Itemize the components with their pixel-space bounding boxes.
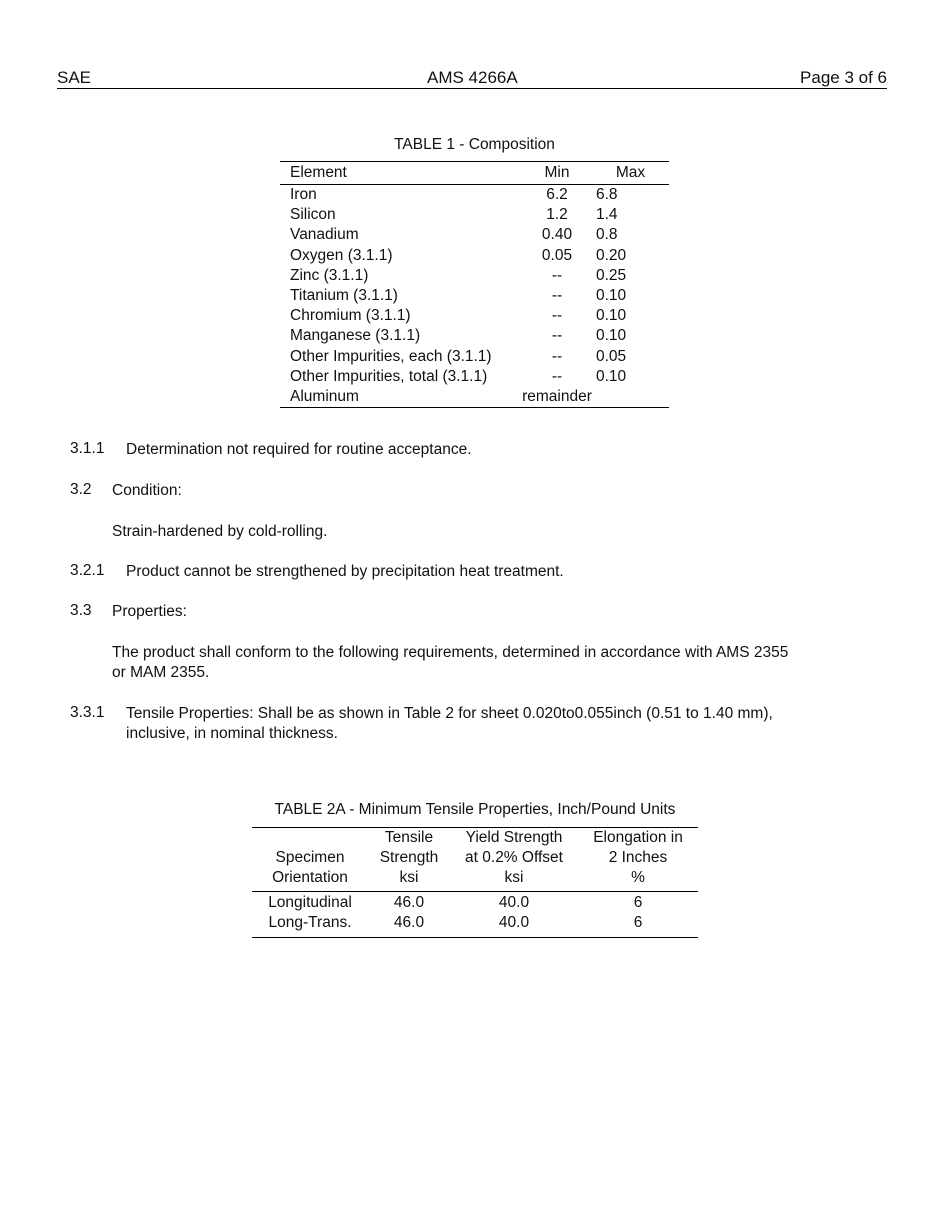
- section-3-3-body-line2: or MAM 2355.: [112, 664, 210, 681]
- cell-max: 0.05: [596, 347, 627, 365]
- cell-elongation: 6: [633, 894, 643, 911]
- cell-element: Zinc (3.1.1): [290, 266, 369, 284]
- cell-element: Chromium (3.1.1): [290, 307, 411, 325]
- header-line: 2 Inches: [608, 849, 668, 866]
- cell-max: 6.8: [596, 186, 618, 203]
- cell-elongation: 6: [633, 914, 643, 931]
- table2-title: TABLE 2A - Minimum Tensile Properties, Inch/Pound Units: [274, 801, 676, 818]
- section-number-3-2-1: 3.2.1: [70, 562, 105, 579]
- header-line: Yield Strength: [465, 829, 563, 846]
- header-page-number: Page 3 of 6: [800, 68, 887, 87]
- section-3-2-body: Strain-hardened by cold-rolling.: [112, 523, 328, 540]
- column-header-yield-strength: [450, 828, 578, 892]
- column-header-elongation: [578, 828, 698, 892]
- cell-min: --: [551, 367, 563, 385]
- cell-max: 0.20: [596, 246, 627, 264]
- cell-min: --: [551, 307, 563, 325]
- table-row: [280, 306, 669, 326]
- table-row: [280, 347, 669, 367]
- table-row: [280, 246, 669, 266]
- cell-max: 0.8: [596, 226, 618, 244]
- column-header-specimen: [252, 828, 368, 892]
- header-line: [252, 828, 368, 848]
- table-row: [280, 266, 669, 286]
- header-doc-id: AMS 4266A: [427, 68, 518, 87]
- header-line: at 0.2% Offset: [465, 849, 563, 866]
- cell-max: 0.25: [596, 266, 627, 284]
- header-line: Orientation: [272, 869, 348, 886]
- cell-min: --: [551, 327, 563, 345]
- cell-element: Other Impurities, total (3.1.1): [290, 367, 488, 385]
- column-header-element: Element: [280, 162, 522, 185]
- cell-element: Aluminum: [290, 388, 359, 406]
- header-line: Specimen: [275, 849, 345, 866]
- cell-element: Oxygen (3.1.1): [290, 246, 393, 264]
- section-3-1-1-text: Determination not required for routine acceptance.: [126, 441, 472, 458]
- table-row: [280, 326, 669, 346]
- header-line: Strength: [379, 849, 439, 866]
- cell-tensile: 46.0: [393, 894, 425, 911]
- table-header-row: [252, 828, 698, 892]
- cell-yield: 40.0: [498, 894, 530, 911]
- cell-element: Vanadium: [290, 226, 359, 244]
- cell-element: Silicon: [290, 206, 336, 224]
- header-org: SAE: [57, 68, 92, 87]
- cell-min: --: [551, 287, 563, 305]
- column-header-tensile-strength: [368, 828, 450, 892]
- section-number-3-3: 3.3: [70, 602, 92, 619]
- table-row: [280, 185, 669, 206]
- cell-min: --: [551, 266, 563, 284]
- section-3-3-body-line1: The product shall conform to the following requirements, determined in accordance with AMS 2355: [112, 644, 789, 661]
- header-line: ksi: [504, 869, 524, 886]
- cell-tensile: 46.0: [393, 914, 425, 931]
- cell-min: --: [551, 347, 563, 365]
- page-header: [57, 68, 887, 89]
- section-3-2-1-text: Product cannot be strengthened by precipitation heat treatment.: [126, 563, 564, 580]
- cell-min: 0.40: [541, 226, 573, 244]
- section-3-2-title: Condition:: [112, 482, 182, 499]
- cell-yield: 40.0: [498, 914, 530, 931]
- table-row: [280, 205, 669, 225]
- section-3-3-title: Properties:: [112, 603, 187, 620]
- cell-min: 6.2: [546, 186, 568, 203]
- column-header-max: Max: [592, 162, 669, 185]
- column-header-min: Min: [522, 162, 592, 185]
- cell-element: Iron: [290, 186, 317, 203]
- section-number-3-2: 3.2: [70, 481, 92, 498]
- header-line: %: [631, 869, 645, 886]
- header-line: ksi: [399, 869, 419, 886]
- cell-orientation: Long-Trans.: [268, 914, 352, 931]
- cell-orientation: Longitudinal: [268, 894, 352, 911]
- table-row: [252, 913, 698, 938]
- table-row: [280, 286, 669, 306]
- cell-min: remainder: [522, 388, 592, 406]
- cell-min: 1.2: [546, 206, 568, 224]
- header-line: Elongation in: [593, 829, 683, 846]
- table-row: [280, 387, 669, 408]
- tensile-properties-table: [252, 827, 698, 938]
- table-header-row: [280, 162, 669, 185]
- cell-element: Other Impurities, each (3.1.1): [290, 347, 492, 365]
- cell-max: 0.10: [596, 327, 627, 345]
- section-3-3-1-line2: inclusive, in nominal thickness.: [126, 725, 338, 742]
- table-row: [252, 892, 698, 914]
- cell-max: [592, 387, 669, 408]
- table-row: [280, 225, 669, 245]
- section-3-3-1-line1: Tensile Properties: Shall be as shown in Table 2 for sheet 0.020to0.055inch (0.51 to 1.40 mm),: [126, 705, 773, 722]
- cell-element: Titanium (3.1.1): [290, 287, 398, 305]
- header-line: Tensile: [384, 829, 434, 846]
- cell-max: 0.10: [596, 367, 627, 385]
- cell-min: 0.05: [541, 246, 573, 264]
- composition-table: [280, 161, 669, 408]
- cell-max: 1.4: [596, 206, 618, 224]
- section-number-3-3-1: 3.3.1: [70, 704, 105, 721]
- cell-max: 0.10: [596, 287, 627, 305]
- table-row: [280, 367, 669, 387]
- table1-title: TABLE 1 - Composition: [394, 136, 555, 153]
- cell-max: 0.10: [596, 307, 627, 325]
- section-number-3-1-1: 3.1.1: [70, 440, 105, 457]
- cell-element: Manganese (3.1.1): [290, 327, 421, 345]
